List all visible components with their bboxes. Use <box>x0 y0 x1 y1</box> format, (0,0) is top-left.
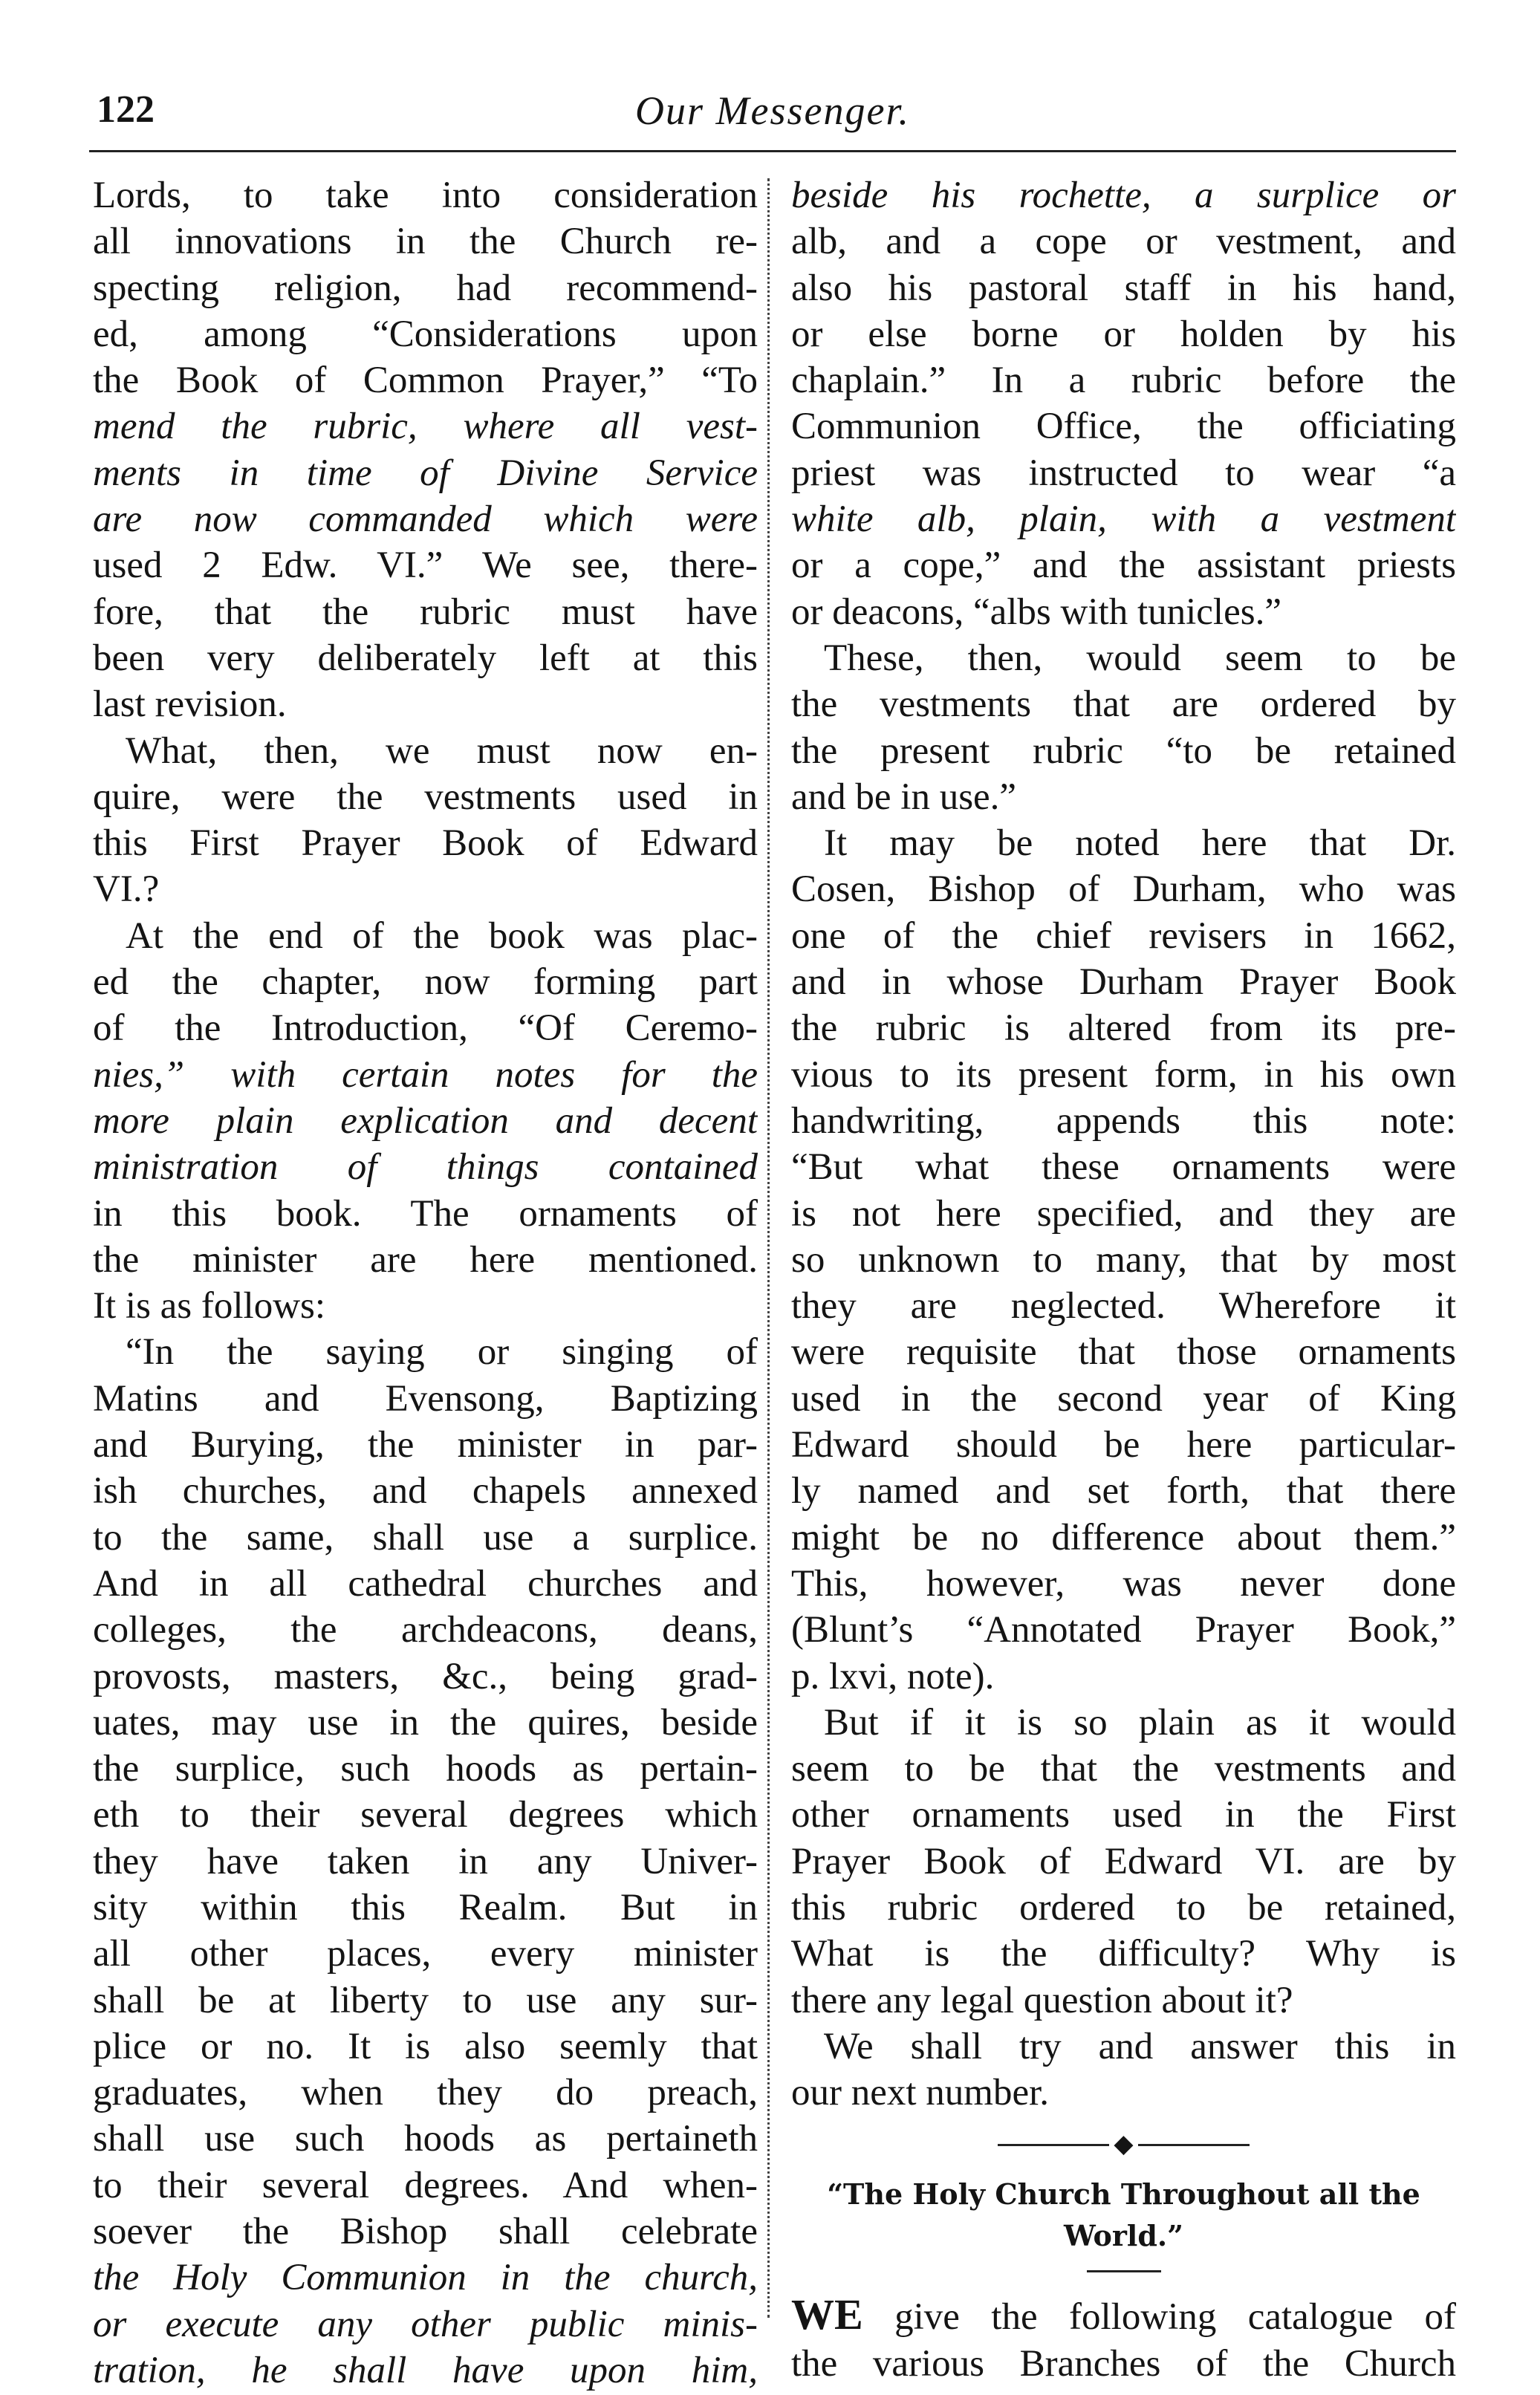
text-line: But if it is so plain as it would <box>824 1701 1456 1744</box>
text-line: What is the difficulty? Why is <box>791 1933 1456 1975</box>
text-line: been very deliberately left at this <box>93 637 758 679</box>
text-line: they are neglected. Wherefore it <box>791 1285 1456 1328</box>
text-line: ministration of things contained <box>93 1146 758 1189</box>
text-line: so unknown to many, that by most <box>791 1238 1456 1281</box>
text-line: sity within this Realm. But in <box>93 1886 758 1928</box>
text-line: specting religion, had recommend- <box>93 267 758 309</box>
text-line: our next number. <box>791 2072 1050 2114</box>
section-heading-line: “The Holy Church Throughout all the <box>827 2177 1420 2212</box>
text-line: Edward should be here particular- <box>791 1424 1456 1466</box>
text-line: These, then, would seem to be <box>824 637 1456 679</box>
header-rule <box>89 150 1456 152</box>
text-line: soever the Bishop shall celebrate <box>93 2211 758 2253</box>
text-line: white alb, plain, with a vestment <box>791 498 1456 541</box>
text-line: shall be at liberty to use any sur- <box>93 1979 758 2021</box>
text-line: shall use such hoods as pertaineth <box>93 2118 758 2160</box>
text-line: (Blunt’s “Annotated Prayer Book,” <box>791 1609 1456 1651</box>
diamond-icon: ◆ <box>1114 2131 1134 2159</box>
text-line: were requisite that those ornaments <box>791 1331 1456 1374</box>
text-line: and be in use.” <box>791 776 1017 818</box>
ornament-rule-right <box>1138 2144 1250 2146</box>
text-line: used in the second year of King <box>791 1377 1456 1420</box>
text-line: or a cope,” and the assistant priests <box>791 545 1456 587</box>
text-line: seem to be that the vestments and <box>791 1748 1456 1790</box>
section-heading-line: World.” <box>1063 2219 1184 2253</box>
text-line: the rubric is altered from its pre- <box>791 1007 1456 1050</box>
text-line: fore, that the rubric must have <box>93 591 758 633</box>
text-line: the surplice, such hoods as pertain- <box>93 1748 758 1790</box>
text-line: and Burying, the minister in par- <box>93 1424 758 1466</box>
text-line: the Holy Communion in the church, <box>93 2257 758 2299</box>
section-heading <box>791 2174 1456 2257</box>
text-line: At the end of the book was plac- <box>126 914 758 957</box>
text-line: also his pastoral staff in his hand, <box>791 267 1456 309</box>
text-line: the various Branches of the Church <box>791 2342 1456 2385</box>
right-column <box>791 172 1456 2387</box>
text-line: And in all cathedral churches and <box>93 1562 758 1605</box>
text-line-rest: give the following catalogue of <box>862 2296 1456 2339</box>
text-line: beside his rochette, a surplice or <box>791 175 1456 216</box>
text-line: vious to its present form, in his own <box>791 1053 1456 1096</box>
text-line: Prayer Book of Edward VI. are by <box>791 1840 1456 1882</box>
text-line: more plain explication and decent <box>93 1099 758 1142</box>
text-line: Cosen, Bishop of Durham, who was <box>791 868 1456 911</box>
text-line: there any legal question about it? <box>791 1979 1293 2021</box>
text-line: the Book of Common Prayer,” “To <box>93 360 758 402</box>
text-line: to the same, shall use a surplice. <box>93 1516 758 1559</box>
text-line: handwriting, appends this note: <box>791 1099 1456 1142</box>
column-divider <box>767 178 770 2318</box>
text-line: of the Introduction, “Of Ceremo- <box>93 1007 758 1050</box>
text-line: Lords, to take into consideration <box>93 175 758 216</box>
text-line: all innovations in the Church re- <box>93 221 758 263</box>
text-line: or execute any other public minis- <box>93 2303 758 2345</box>
text-line: other ornaments used in the First <box>791 1794 1456 1836</box>
text-line: nies,” with certain notes for the <box>93 1053 758 1096</box>
text-line: last revision. <box>93 683 287 726</box>
text-line: used 2 Edw. VI.” We see, there- <box>93 545 758 587</box>
text-line: might be no difference about them.” <box>791 1516 1456 1559</box>
text-line: quire, were the vestments used in <box>93 776 758 818</box>
text-line: is not here specified, and they are <box>791 1192 1456 1235</box>
text-line: plice or no. It is also seemly that <box>93 2025 758 2067</box>
left-column <box>93 172 758 2394</box>
text-line: this rubric ordered to be retained, <box>791 1886 1456 1928</box>
text-line: chaplain.” In a rubric before the <box>791 360 1456 402</box>
text-line <box>791 2292 1456 2340</box>
text-line: graduates, when they do preach, <box>93 2072 758 2114</box>
text-line: ed, among “Considerations upon <box>93 313 758 355</box>
text-line: mend the rubric, where all vest- <box>93 406 758 448</box>
text-line: Communion Office, the officiating <box>791 406 1456 448</box>
text-line: priest was instructed to wear “a <box>791 452 1456 494</box>
text-line: this First Prayer Book of Edward <box>93 822 758 865</box>
text-line: It may be noted here that Dr. <box>824 822 1456 865</box>
text-line: ly named and set forth, that there <box>791 1470 1456 1512</box>
text-line: are now commanded which were <box>93 498 758 541</box>
text-line: the present rubric “to be retained <box>791 729 1456 772</box>
text-line: eth to their several degrees which <box>93 1794 758 1836</box>
text-line: It is as follows: <box>93 1285 326 1328</box>
text-line: This, however, was never done <box>791 1562 1456 1605</box>
text-line: We shall try and answer this in <box>824 2025 1456 2067</box>
text-line: “In the saying or singing of <box>126 1331 758 1374</box>
text-line: or deacons, “albs with tunicles.” <box>791 591 1281 633</box>
text-line: “But what these ornaments were <box>791 1146 1456 1189</box>
text-line: uates, may use in the quires, beside <box>93 1701 758 1744</box>
ornament-rule-left <box>998 2144 1109 2146</box>
text-line: or else borne or holden by his <box>791 313 1456 355</box>
text-line: colleges, the archdeacons, deans, <box>93 1609 758 1651</box>
section-ornament <box>791 2119 1456 2171</box>
text-line: all other places, every minister <box>93 1933 758 1975</box>
text-line: the vestments that are ordered by <box>791 683 1456 726</box>
text-line: ed the chapter, now forming part <box>93 961 758 1004</box>
text-line: in this book. The ornaments of <box>93 1192 758 1235</box>
text-line: Matins and Evensong, Baptizing <box>93 1377 758 1420</box>
text-line: p. lxvi, note). <box>791 1655 995 1697</box>
section-rule <box>1087 2270 1161 2272</box>
text-line: tration, he shall have upon him, <box>93 2349 758 2391</box>
text-line: VI.? <box>93 868 160 911</box>
dropcap: WE <box>791 2292 863 2339</box>
text-line: ments in time of Divine Service <box>93 452 758 494</box>
text-line: What, then, we must now en- <box>126 729 758 772</box>
text-line: alb, and a cope or vestment, and <box>791 221 1456 263</box>
page-header <box>89 88 1456 155</box>
text-line: provosts, masters, &c., being grad- <box>93 1655 758 1697</box>
page-number: 122 <box>97 88 155 131</box>
running-title: Our Messenger. <box>635 88 910 133</box>
text-line: ish churches, and chapels annexed <box>93 1470 758 1512</box>
text-line: one of the chief revisers in 1662, <box>791 914 1456 957</box>
text-line: and in whose Durham Prayer Book <box>791 961 1456 1004</box>
text-line: they have taken in any Univer- <box>93 1840 758 1882</box>
text-line: the minister are here mentioned. <box>93 1238 758 1281</box>
text-line: to their several degrees. And when- <box>93 2164 758 2206</box>
